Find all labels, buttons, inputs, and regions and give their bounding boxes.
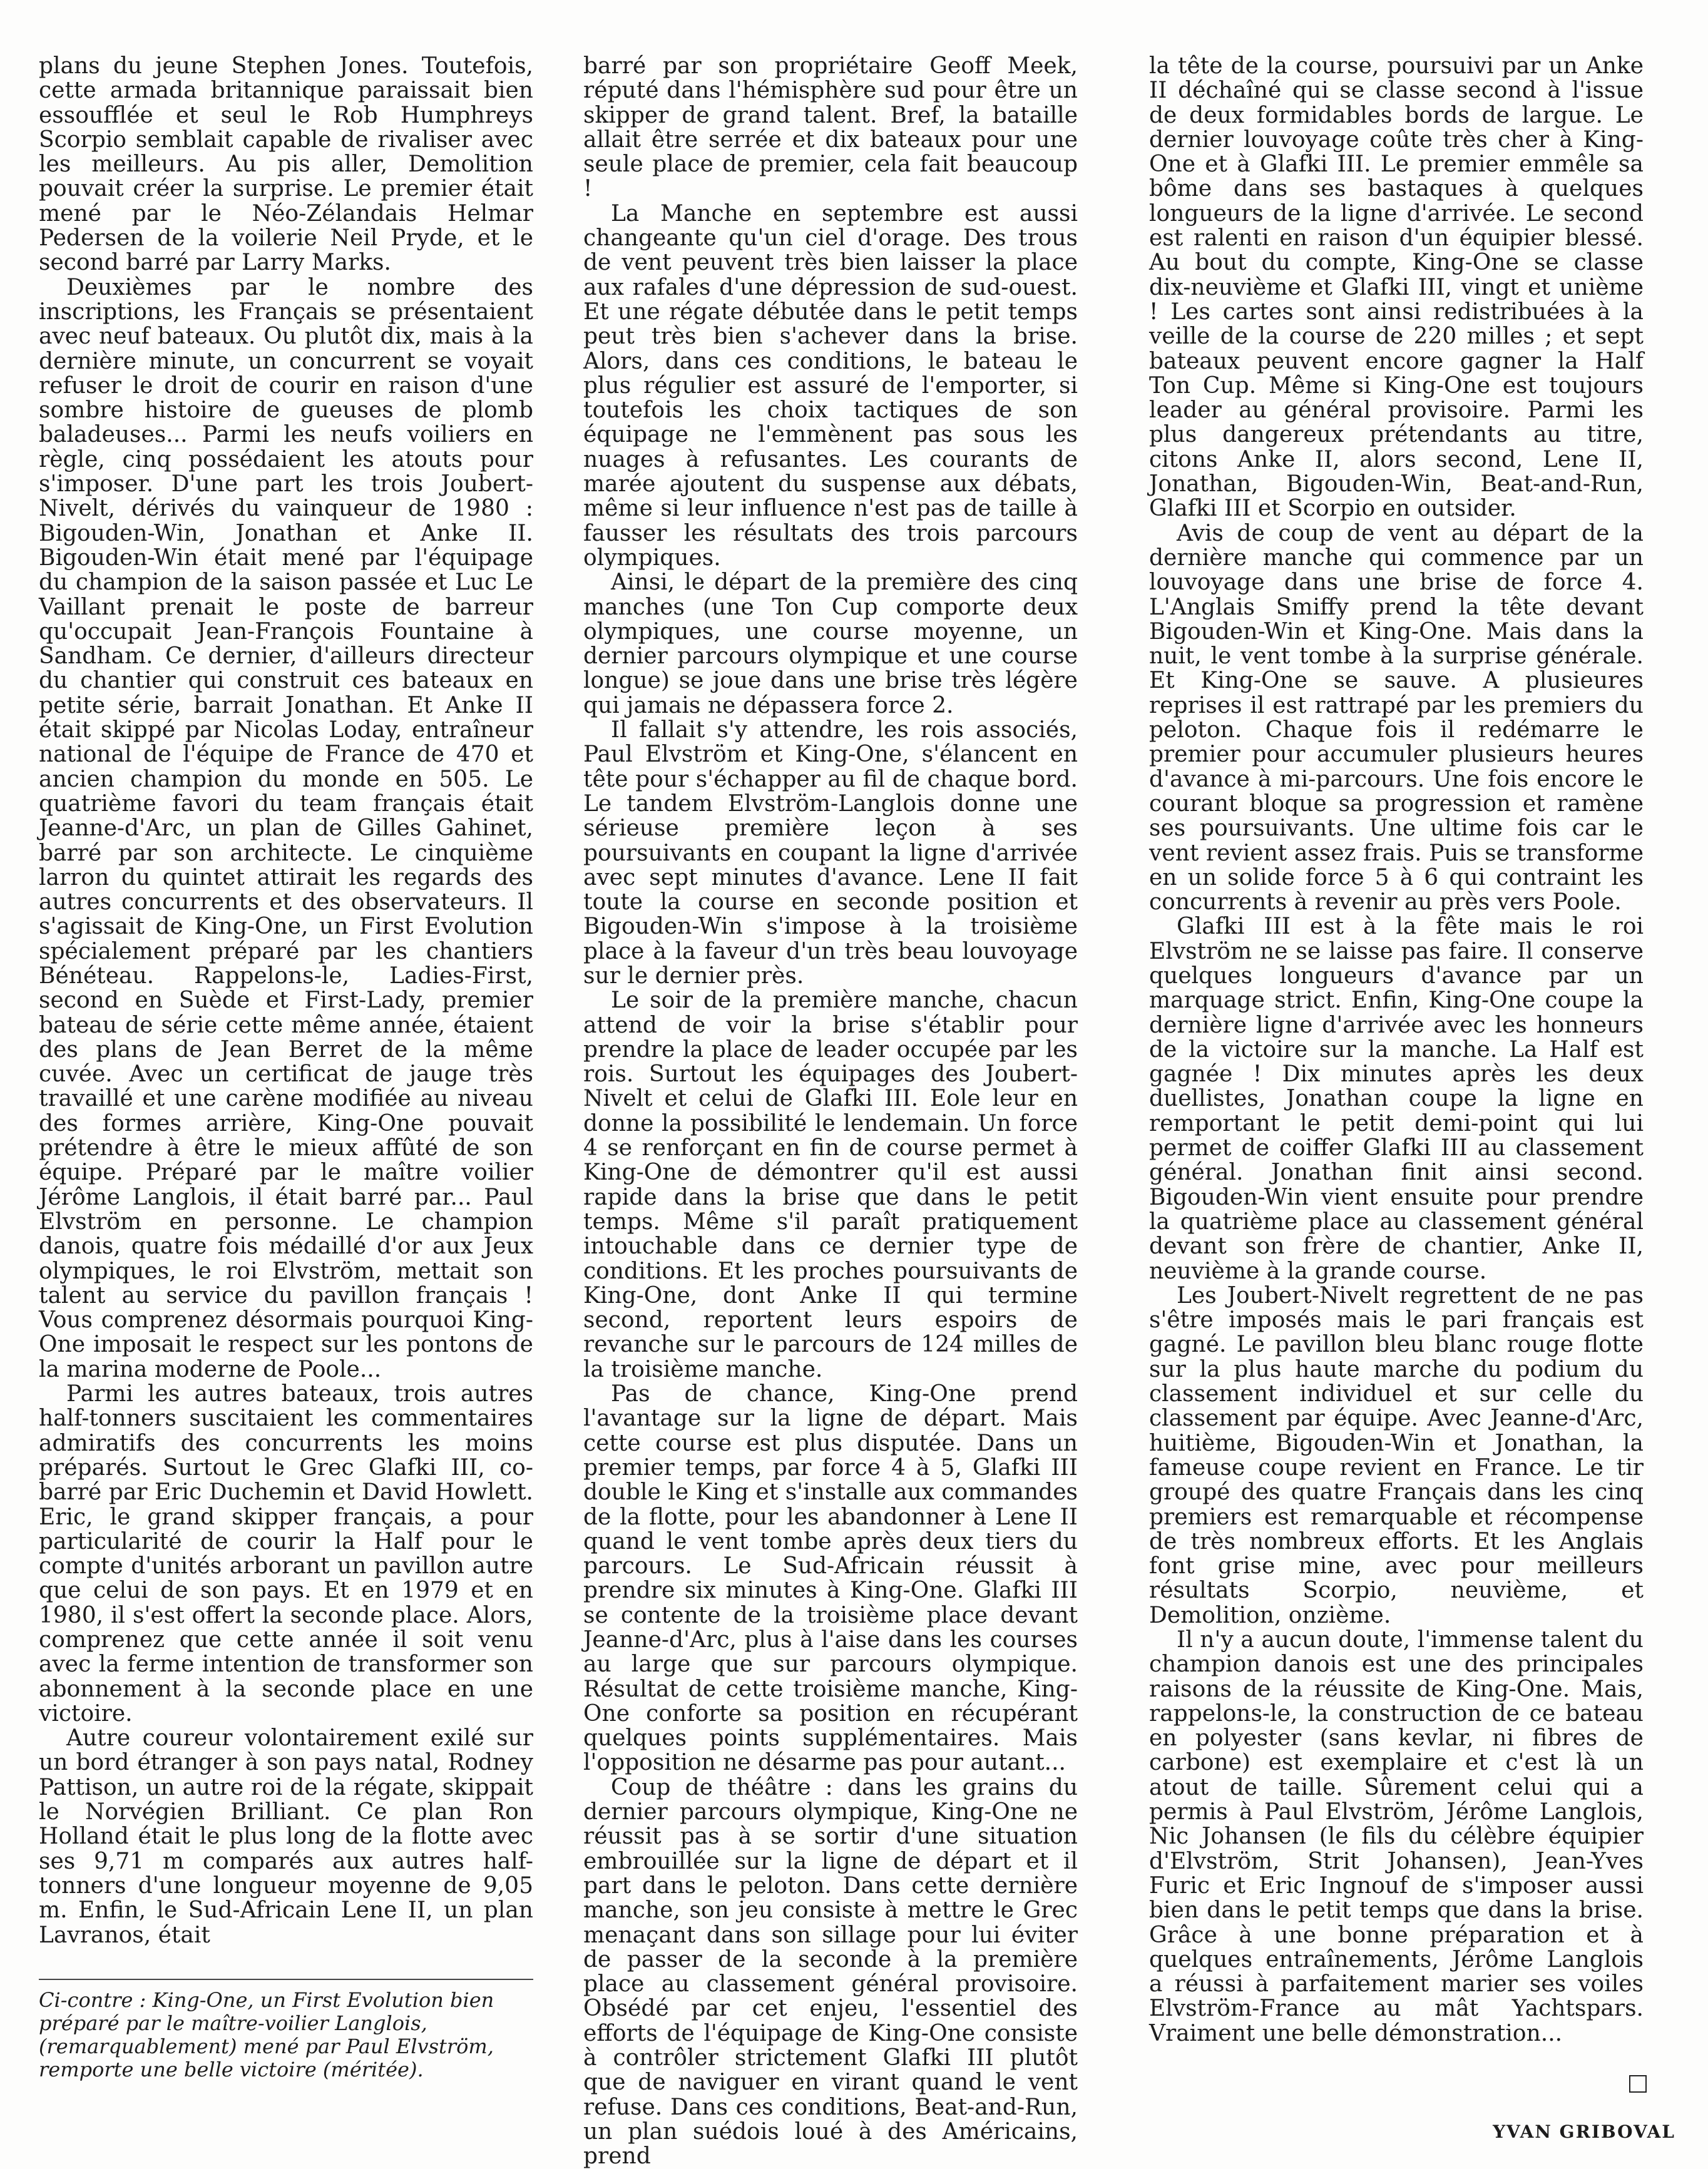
paragraph: Glafki III est à la fête mais le roi Elvström ne se laisse pas faire. Il conserve quelques longueurs d'avance par un marquage strict. Enfin, King-One coupe la dernière ligne d'arrivée avec les honneurs de la victoire sur la manche. La Half est gagnée ! Dix minutes après les deux duellistes, Jonathan coupe la ligne en remportant le petit demi-point qui lui permet de coiffer Glafki III au classement général. Jonathan finit ainsi second. Bigouden-Win vient ensuite pour prendre la quatrième place au classement général devant son frère de chantier, Anke II, neuvième à la grande course. <box>1149 914 1644 1284</box>
paragraph: Il n'y a aucun doute, l'immense talent du champion danois est une des principales raisons de la réussite de King-One. Mais, rappelons-le, la construction de ce bateau en polyester (sans kevlar, ni fibres de carbone) est exemplaire et c'est là un atout de taille. Sûrement celui qui a permis à Paul Elvström, Jérôme Langlois, Nic Johansen (le fils du célèbre équipier d'Elvström, Strit Johansen), Jean-Yves Furic et Eric Ingnouf de s'imposer aussi bien dans le petit temps que dans la brise. Grâce à une bonne préparation et à quelques entraînements, Jérôme Langlois a réussi à parfaitement marier ses voiles Elvström-France au mât Yachtspars. Vraiment une belle démonstration... <box>1149 1627 1644 2046</box>
paragraph: plans du jeune Stephen Jones. Toutefois, cette armada britannique paraissait bien essoufflée et seul le Rob Humphreys Scorpio semblait capable de rivaliser avec les meilleurs. Au pis aller, Demolition pouvait créer la surprise. Le premier était mené par le Néo-Zélandais Helmar Pedersen de la voilerie Neil Pryde, et le second barré par Larry Marks. <box>39 53 533 276</box>
paragraph: Avis de coup de vent au départ de la dernière manche qui commence par un louvoyage dans une brise de force 4. L'Anglais Smiffy prend la tête devant Bigouden-Win et King-One. Mais dans la nuit, le vent tombe à la surprise générale. Et King-One se sauve. A plusieures reprises il est rattrapé par les premiers du peloton. Chaque fois il redémarre le premier pour accumuler plusieurs heures d'avance à mi-parcours. Une fois encore le courant bloque sa progression et ramène ses poursuivants. Une ultime fois car le vent revient assez frais. Puis se transforme en un solide force 5 à 6 qui contraint les concurrents à revenir au près vers Poole. <box>1149 520 1644 916</box>
photo-caption: Ci-contre : King-One, un First Evolution bien préparé par le maître-voilier Langlois, (remarquablement) mené par Paul Elvström, remporte une belle victoire (méritée). <box>39 1988 494 2081</box>
paragraph: Le soir de la première manche, chacun attend de voir la brise s'établir pour prendre la place de leader occupée par les rois. Surtout les équipages des Joubert-Nivelt et celui de Glafki III. Eole leur en donne la possibilité le lendemain. Un force 4 se renforçant en fin de course permet à King-One de démontrer qu'il est aussi rapide dans la brise que dans le petit temps. Même s'il paraît pratiquement intouchable dans ce dernier type de conditions. Et les proches poursuivants de King-One, dont Anke II qui termine second, reportent leurs espoirs de revanche sur le parcours de 124 milles de la troisième manche. <box>583 988 1078 1382</box>
paragraph: Ainsi, le départ de la première des cinq manches (une Ton Cup comporte deux olympiques, une course moyenne, un dernier parcours olympique et une course longue) se joue dans une brise très légère qui jamais ne dépassera force 2. <box>583 569 1078 718</box>
paragraph: Autre coureur volontairement exilé sur un bord étranger à son pays natal, Rodney Pattison, un autre roi de la régate, skippait le Norvégien Brilliant. Ce plan Ron Holland était le plus long de la flotte avec ses 9,71 m comparés aux autres half-tonners d'une longueur moyenne de 9,05 m. Enfin, le Sud-Africain Lene II, un plan Lavranos, était <box>39 1725 533 1948</box>
paragraph: Deuxièmes par le nombre des inscriptions, les Français se présentaient avec neuf bateaux. Ou plutôt dix, mais à la dernière minute, un concurrent se voyait refuser le droit de courir en raison d'une sombre histoire de gueuses de plomb baladeuses... Parmi les neufs voiliers en règle, cinq possédaient les atouts pour s'imposer. D'une part les trois Joubert-Nivelt, dérivés du vainqueur de 1980 : Bigouden-Win, Jonathan et Anke II. Bigouden-Win était mené par l'équipage du champion de la saison passée et Luc Le Vaillant prenait le poste de barreur qu'occupait Jean-François Fountaine à Sandham. Ce dernier, d'ailleurs directeur du chantier qui construit ces bateaux en petite série, barrait Jonathan. Et Anke II était skippé par Nicolas Loday, entraîneur national de l'équipe de France de 470 et ancien champion du monde en 505. Le quatrième favori du team français était Jeanne-d'Arc, un plan de Gilles Gahinet, barré par son architecte. Le cinquième larron du quintet attirait les regards des autres concurrents et des observateurs. Il s'agissait de King-One, un First Evolution spécialement préparé par les chantiers Bénéteau. Rappelons-le, Ladies-First, second en Suède et First-Lady, premier bateau de série cette même année, étaient des plans de Jean Berret de la même cuvée. Avec un certificat de jauge très travaillé et une carène modifiée au niveau des formes arrière, King-One pouvait prétendre à être le mieux affûté de son équipe. Préparé par le maître voilier Jérôme Langlois, il était barré par... Paul Elvström en personne. Le champion danois, quatre fois médaillé d'or aux Jeux olympiques, le roi Elvström, mettait son talent au service du pavillon français ! Vous comprenez désormais pourquoi King-One imposait le respect sur les pontons de la marina moderne de Poole... <box>39 274 533 1382</box>
end-of-article-square-icon <box>1629 2075 1647 2093</box>
paragraph: Coup de théâtre : dans les grains du dernier parcours olympique, King-One ne réussit pas à se sortir d'une situation embrouillée sur la ligne de départ et il part dans le peloton. Dans cette dernière manche, son jeu consiste à mettre le Grec menaçant dans son sillage pour lui éviter de passer de la seconde à la première place au classement général provisoire. Obsédé par cet enjeu, l'essentiel des efforts de l'équipage de King-One consiste à contrôler strictement Glafki III plutôt que de naviguer en virant quand le vent refuse. Dans ces conditions, Beat-and-Run, un plan suédois loué à des Américains, prend <box>583 1774 1078 2169</box>
paragraph: La Manche en septembre est aussi changeante qu'un ciel d'orage. Des trous de vent peuvent très bien laisser la place aux rafales d'une dépression de sud-ouest. Et une régate débutée dans le petit temps peut très bien s'achever dans la brise. Alors, dans ces conditions, le bateau le plus régulier est assuré de l'emporter, si toutefois les choix tactiques de son équipage ne l'emmènent pas sous les nuages à refusantes. Les courants de marée ajoutent du suspense aux débats, même si leur influence n'est pas de taille à fausser les résultats des trois parcours olympiques. <box>583 200 1078 571</box>
caption-divider <box>39 1979 533 1980</box>
paragraph: Parmi les autres bateaux, trois autres half-tonners suscitaient les commentaires admiratifs des concurrents les moins préparés. Surtout le Grec Glafki III, co-barré par Eric Duchemin et David Howlett. Eric, le grand skipper français, a pour particularité de courir la Half pour le compte d'unités arborant un pavillon autre que celui de son pays. Et en 1979 et en 1980, il s'est offert la seconde place. Alors, comprenez que cette année il soit venu avec la ferme intention de transformer son abonnement à la seconde place en une victoire. <box>39 1381 533 1727</box>
paragraph: barré par son propriétaire Geoff Meek, réputé dans l'hémisphère sud pour être un skipper de grand talent. Bref, la bataille allait être serrée et dix bateaux pour une seule place de premier, cela fait beaucoup ! <box>583 53 1078 202</box>
article-column-1 <box>39 54 533 1981</box>
paragraph: Il fallait s'y attendre, les rois associés, Paul Elvström et King-One, s'élancent en tête pour s'échapper au fil de chaque bord. Le tandem Elvström-Langlois donne une sérieuse première leçon à ses poursuivants en coupant la ligne d'arrivée avec sept minutes d'avance. Lene II fait toute la course en seconde position et Bigouden-Win s'impose à la troisième place à la faveur d'un très beau louvoyage sur le dernier près. <box>583 717 1078 989</box>
author-byline: YVAN GRIBOVAL <box>1493 2121 1675 2142</box>
paragraph: Pas de chance, King-One prend l'avantage sur la ligne de départ. Mais cette course est plus disputée. Dans un premier temps, par force 4 à 5, Glafki III double le King et s'installe aux commandes de la flotte, pour les abandonner à Lene II quand le vent tombe après deux tiers du parcours. Le Sud-Africain réussit à prendre six minutes à King-One. Glafki III se contente de la troisième place devant Jeanne-d'Arc, plus à l'aise dans les courses au large que sur parcours olympique. Résultat de cette troisième manche, King-One conforte sa position en récupérant quelques points supplémentaires. Mais l'opposition ne désarme pas pour autant... <box>583 1381 1078 1776</box>
paragraph: la tête de la course, poursuivi par un Anke II déchaîné qui se classe second à l'issue de deux formidables bords de largue. Le dernier louvoyage coûte très cher à King-One et à Glafki III. Le premier emmêle sa bôme dans ses bastaques à quelques longueurs de la ligne d'arrivée. Le second est ralenti en raison d'un équipier blessé. Au bout du compte, King-One se classe dix-neuvième et Glafki III, vingt et unième ! Les cartes sont ainsi redistribuées à la veille de la course de 220 milles ; et sept bateaux peuvent encore gagner la Half Ton Cup. Même si King-One est toujours leader au général provisoire. Parmi les plus dangereux prétendants au titre, citons Anke II, alors second, Lene II, Jonathan, Bigouden-Win, Beat-and-Run, Glafki III et Scorpio en outsider. <box>1149 53 1644 522</box>
article-column-2 <box>583 53 1078 2169</box>
article-column-3 <box>1149 54 1644 2119</box>
paragraph: Les Joubert-Nivelt regrettent de ne pas s'être imposés mais le pari français est gagné. Le pavillon bleu blanc rouge flotte sur la plus haute marche du podium du classement individuel et sur celle du classement par équipe. Avec Jeanne-d'Arc, huitième, Bigouden-Win et Jonathan, la fameuse coupe revient en France. Le tir groupé des quatre Français dans les cinq premiers est remarquable et récompense de très nombreux efforts. Et les Anglais font grise mine, avec pour meilleurs résultats Scorpio, neuvième, et Demolition, onzième. <box>1149 1282 1644 1628</box>
